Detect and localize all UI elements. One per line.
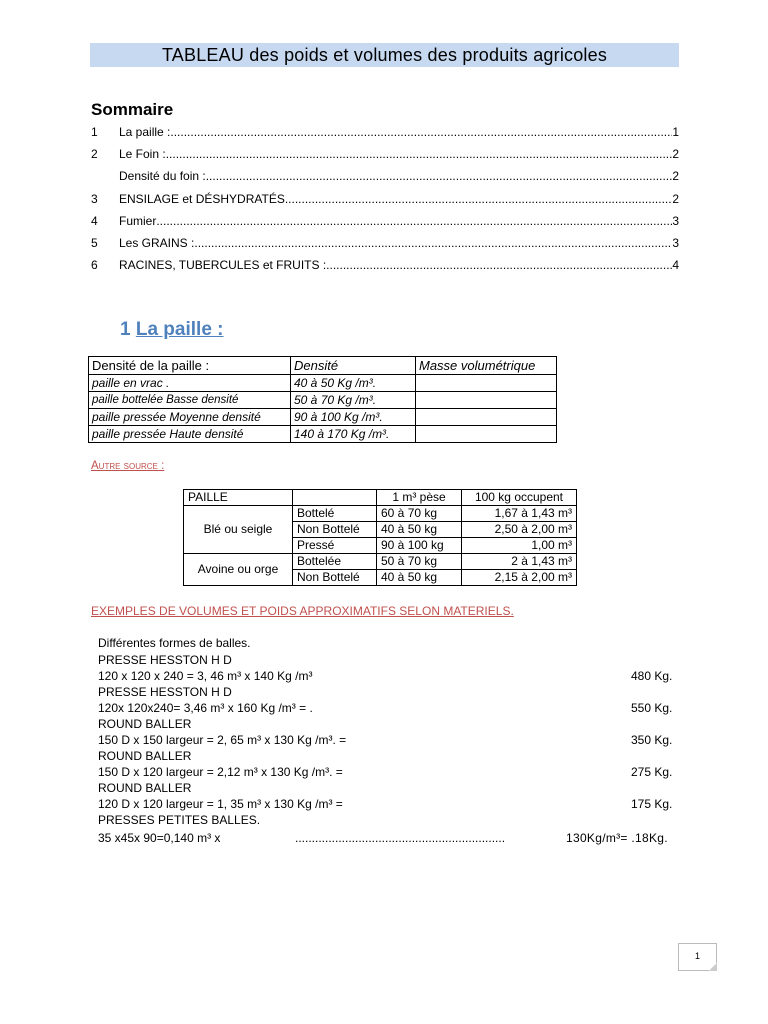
table-header-cell [293,490,377,506]
page-number: 1 [694,951,700,961]
exemple-line: ROUND BALLER [98,749,192,763]
toc-entry-label: Le Foin : [119,147,166,161]
exemple-line: 120x 120x240= 3,46 m³ x 160 Kg /m³ = . [98,701,313,715]
table-cell: Avoine ou orge [184,554,293,586]
toc-entry-num [91,168,119,184]
table-cell: 1,00 m³ [462,538,577,554]
toc-entry-page: 3 [672,214,679,228]
table-header-cell: Densité de la paille : [89,357,291,375]
toc-entry-page: 2 [672,169,679,183]
table-header-row [89,357,557,375]
exemple-value: 350 Kg. [631,733,673,747]
autre-source-label: Autre source : [91,460,165,472]
toc-entry-label: Fumier [119,214,157,228]
exemple-value: 175 Kg. [631,797,673,811]
toc-entry[interactable] [91,168,679,184]
exemples-heading: EXEMPLES DE VOLUMES ET POIDS APPROXIMATIFS SELON MATERIELS. [91,604,514,618]
exemple-last-right: 130Kg/m³= .18Kg. [566,831,668,845]
exemples-intro: Différentes formes de balles. [98,636,251,650]
table-cell: Non Bottelé [293,522,377,538]
exemple-value: 480 Kg. [631,669,673,683]
section-number: 1 [120,319,131,340]
toc-leader [170,124,672,140]
toc-entry-num: 3 [91,192,98,206]
table-cell: 2,50 à 2,00 m³ [462,522,577,538]
table-header-cell: Masse volumétrique [416,357,557,375]
table-row [89,375,557,392]
table-row [184,506,577,522]
toc-entry-label: La paille : [119,125,171,139]
toc-entry-label: Densité du foin : [119,169,206,183]
toc-leader [326,257,672,273]
exemple-last-left: 35 x45x 90=0,140 m³ x [98,831,221,845]
table-cell: 50 à 70 Kg /m³. [291,392,416,409]
exemple-value: 275 Kg. [631,765,673,779]
exemple-last-dots: ............................................................... [295,831,506,845]
toc-entry-page: 1 [672,125,679,139]
toc-leader [194,235,672,251]
page-number-box [678,943,717,971]
table-header-cell: Densité [291,357,416,375]
toc-entry-num: 1 [91,125,98,139]
toc-entry[interactable] [91,146,679,162]
table-cell: Pressé [293,538,377,554]
toc-entry-num: 2 [91,147,98,161]
table-cell: paille pressée Moyenne densité [89,409,291,426]
section-heading [120,319,224,341]
exemple-line: 120 x 120 x 240 = 3, 46 m³ x 140 Kg /m³ [98,669,313,683]
toc-entry-page: 3 [672,236,679,250]
table-cell: 2,15 à 2,00 m³ [462,570,577,586]
paille-volume-table [183,489,577,586]
toc-leader [166,146,673,162]
toc-entry-page: 4 [672,258,679,272]
table-header-cell: 100 kg occupent [462,490,577,506]
toc-entry[interactable] [91,235,679,251]
table-cell: 140 à 170 Kg /m³. [291,426,416,443]
table-cell: 40 à 50 Kg /m³. [291,375,416,392]
toc-entry[interactable] [91,124,679,140]
table-row [89,392,557,409]
table-row [184,554,577,570]
toc-entry-label: ENSILAGE et DÉSHYDRATÉS [119,192,285,206]
table-cell: Bottelé [293,506,377,522]
exemple-value: 550 Kg. [631,701,673,715]
toc-heading: Sommaire [91,100,174,119]
toc-entry[interactable] [91,213,679,229]
table-cell: 90 à 100 Kg /m³. [291,409,416,426]
paille-density-table [88,356,557,443]
table-cell: 60 à 70 kg [377,506,462,522]
table-cell: 1,67 à 1,43 m³ [462,506,577,522]
toc-leader [285,191,672,207]
exemple-line: PRESSES PETITES BALLES. [98,813,261,827]
toc-entry[interactable] [91,257,679,273]
toc-entry-num: 6 [91,258,98,272]
table-header-cell: 1 m³ pèse [377,490,462,506]
toc-entry-label: Les GRAINS : [119,236,195,250]
table-cell: 90 à 100 kg [377,538,462,554]
table-cell [416,375,557,392]
exemple-line: 150 D x 120 largeur = 2,12 m³ x 130 Kg /m³. = [98,765,343,779]
table-cell [416,409,557,426]
table-row [89,426,557,443]
toc-entry-label: RACINES, TUBERCULES et FRUITS : [119,258,327,272]
toc-entry-page: 2 [672,147,679,161]
section-title: La paille : [135,319,224,340]
toc-entry-page: 2 [672,192,679,206]
table-cell: Bottelée [293,554,377,570]
toc-leader [156,213,672,229]
exemple-line: ROUND BALLER [98,781,192,795]
exemple-line: 150 D x 150 largeur = 2, 65 m³ x 130 Kg /m³. = [98,733,347,747]
table-cell: 50 à 70 kg [377,554,462,570]
page-curl-icon [709,963,717,971]
table-cell [416,392,557,409]
table-cell: 40 à 50 kg [377,570,462,586]
page-title: TABLEAU des poids et volumes des produits agricoles [90,43,679,67]
toc-leader [206,168,673,184]
exemple-line: ROUND BALLER [98,717,192,731]
toc-entry[interactable] [91,191,679,207]
table-header-row [184,490,577,506]
exemple-line: PRESSE HESSTON H D [98,653,232,667]
exemple-line: PRESSE HESSTON H D [98,685,232,699]
toc-entry-num: 4 [91,214,98,228]
table-row [89,409,557,426]
toc-entry-num: 5 [91,236,98,250]
table-header-cell: PAILLE [184,490,293,506]
table-cell: paille bottelée Basse densité [89,392,291,409]
table-cell: 40 à 50 kg [377,522,462,538]
exemple-line: 120 D x 120 largeur = 1, 35 m³ x 130 Kg /m³ = [98,797,343,811]
table-cell: paille pressée Haute densité [89,426,291,443]
exemple-last-line [98,830,698,846]
table-cell: paille en vrac . [89,375,291,392]
table-cell: Blé ou seigle [184,506,293,554]
table-cell: Non Bottelé [293,570,377,586]
table-cell: 2 à 1,43 m³ [462,554,577,570]
table-cell [416,426,557,443]
